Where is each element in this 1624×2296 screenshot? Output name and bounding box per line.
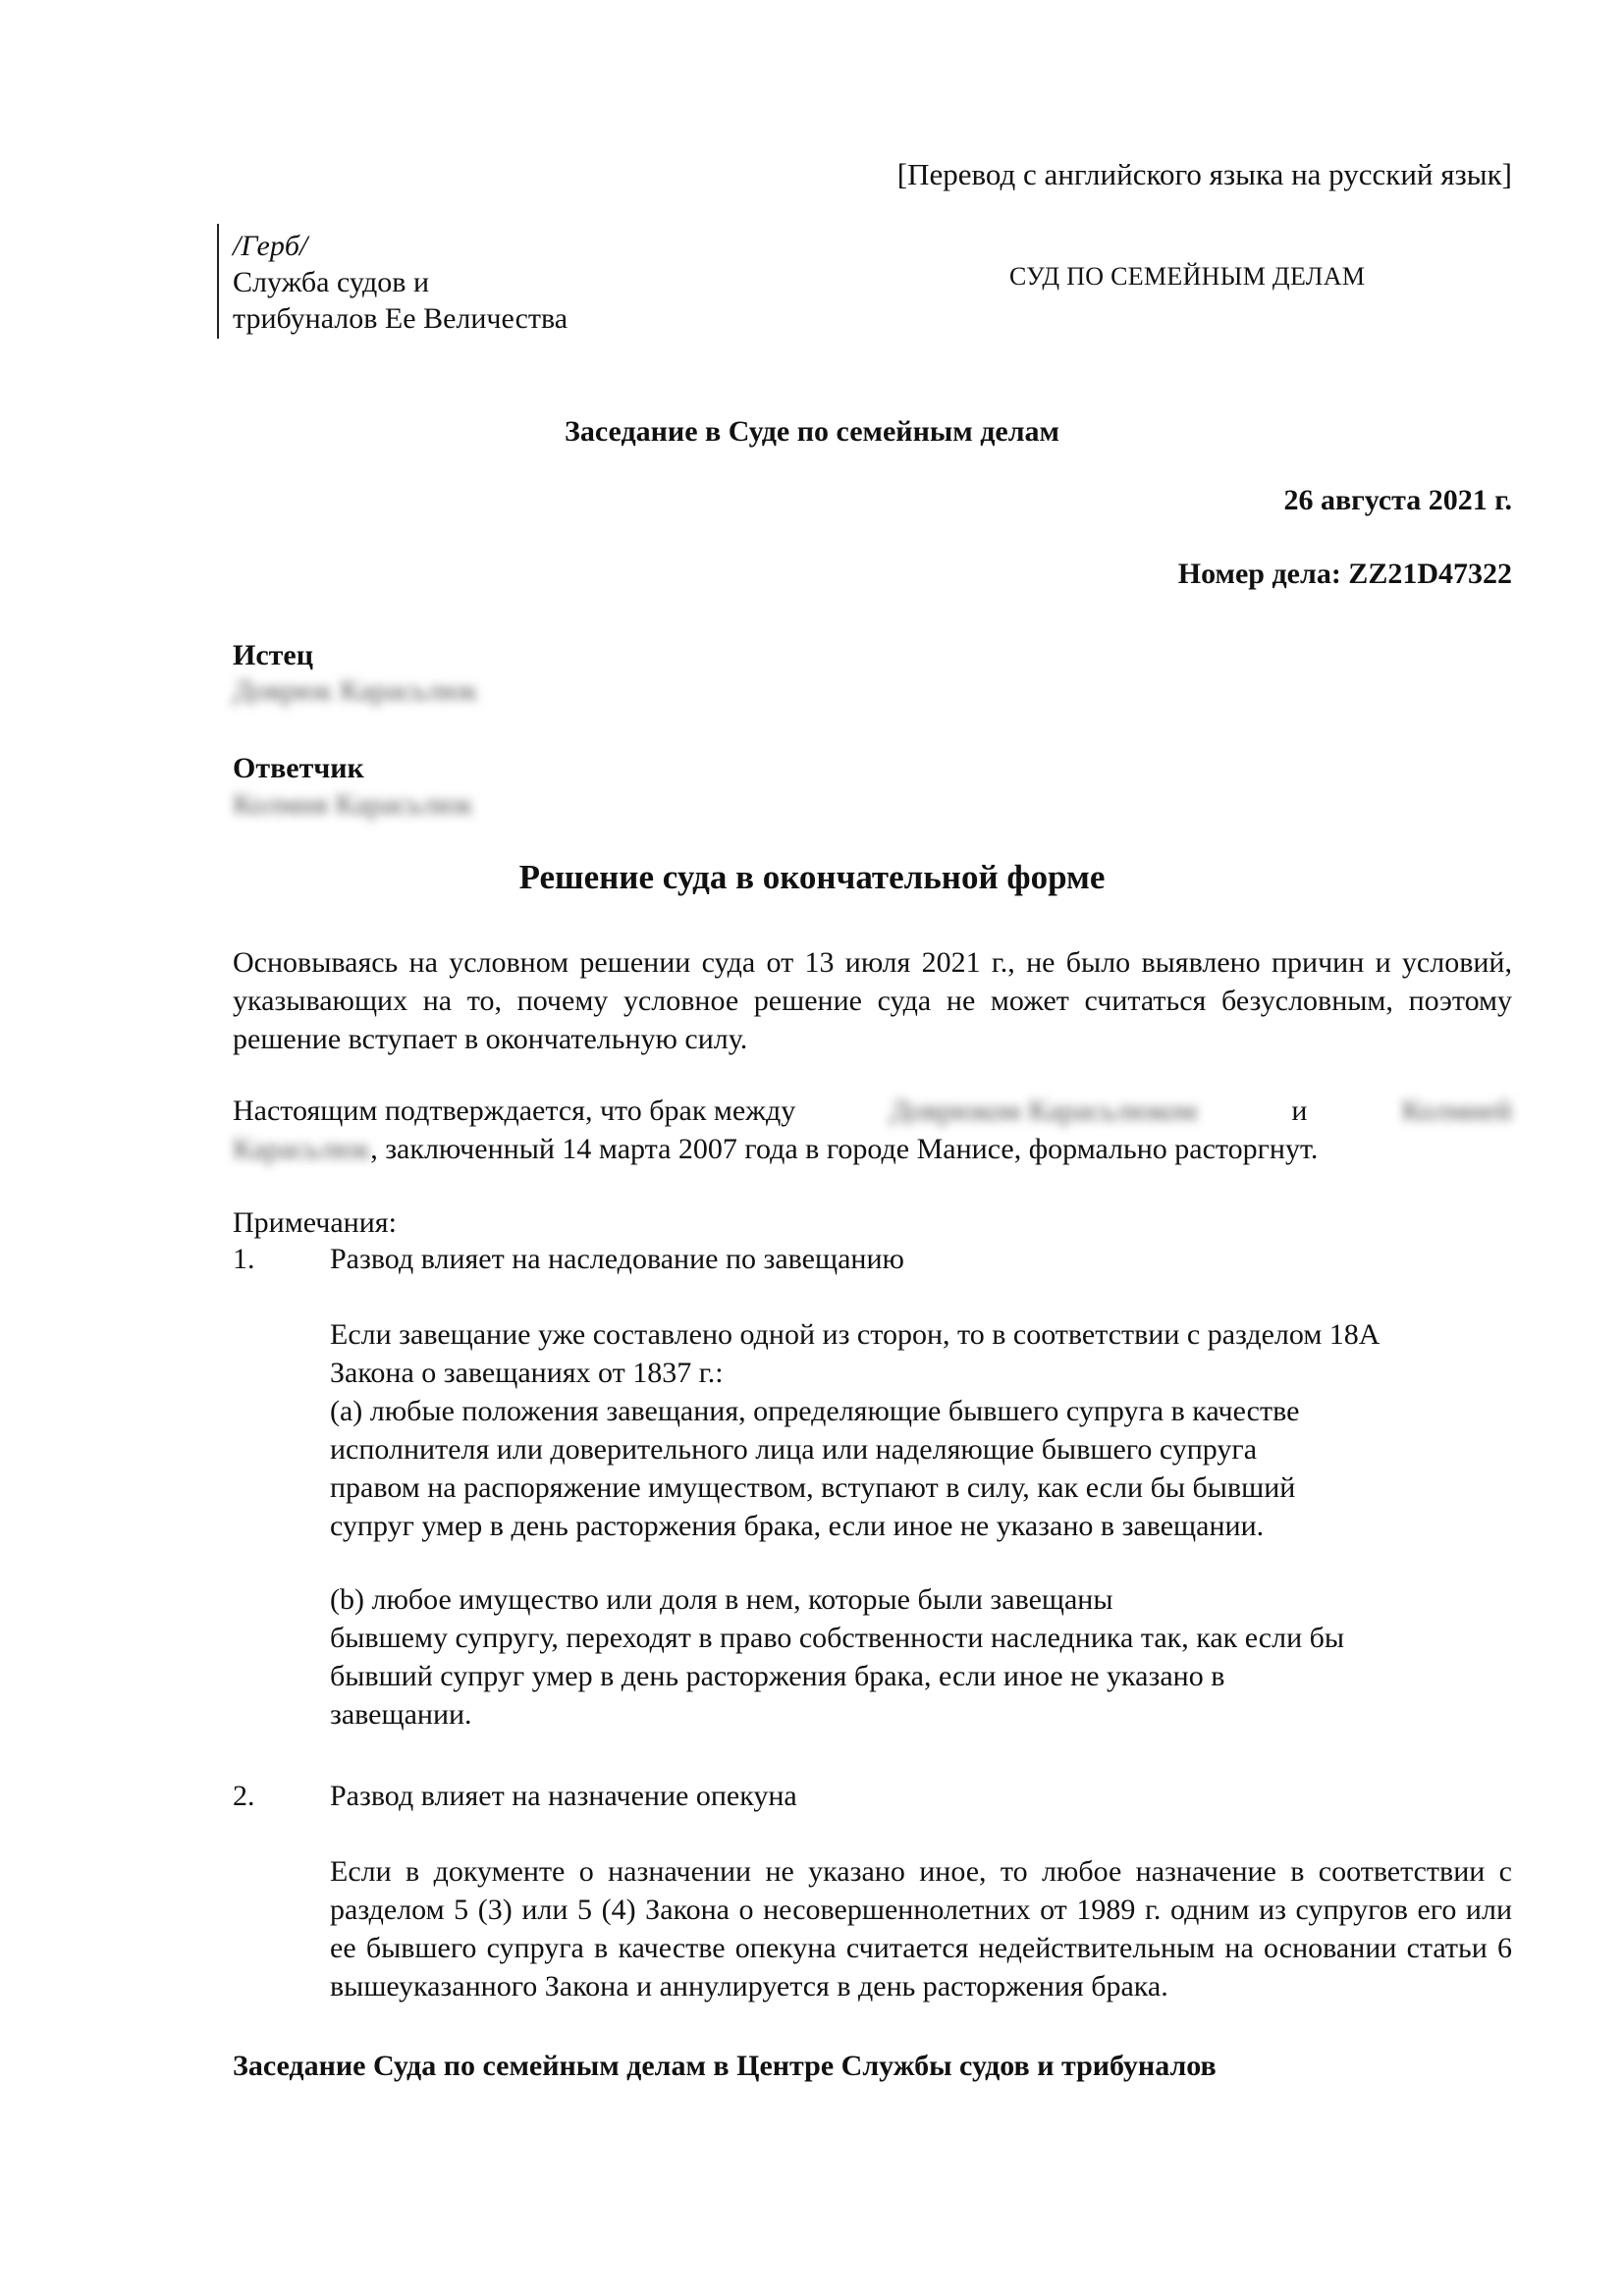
document-date: 26 августа 2021 г. [1283, 484, 1512, 516]
applicant-name-redacted: Доврюк Карасьлюк [233, 674, 478, 707]
respondent-label: Ответчик [233, 752, 364, 784]
case-number: Номер дела: ZZ21D47322 [1177, 558, 1512, 590]
note1-a-line4: супруг умер в день расторжения брака, если иное не указано в завещании. [330, 1510, 1265, 1542]
paragraph-marriage-dissolved [233, 1092, 1512, 1168]
applicant-label: Истец [233, 639, 313, 671]
paragraph-conditional-order: Основываясь на условном решении суда от 13 июля 2021 г., не было выявлено причин и условий, указывающих на то, почему условное решение суда не может считаться безусловным, поэтому решение вступает в окончательную силу. [233, 946, 1512, 1055]
note2-number: 2. [233, 1780, 255, 1812]
note1-b [330, 1580, 1344, 1734]
note2-title: Развод влияет на назначение опекуна [330, 1780, 797, 1812]
crest-emblem: /Герб/ [233, 230, 308, 262]
spouse1-name-redacted: Доврюком Карасьлюком [890, 1095, 1198, 1127]
court-name: СУД ПО СЕМЕЙНЫМ ДЕЛАМ [1009, 262, 1366, 291]
footer-session: Заседание Суда по семейным делам в Центре Службы судов и трибуналов [233, 2050, 1217, 2082]
spouse2-name-redacted: Колмией [1401, 1095, 1512, 1127]
note1-intro-line1: Если завещание уже составлено одной из сторон, то в соответствии с разделом 18А [330, 1318, 1380, 1351]
crest-divider [217, 224, 219, 339]
crest-block [233, 228, 568, 337]
notes-title: Примечания: [233, 1206, 397, 1239]
note1-b-line2: бывшему супругу, переходят в право собственности наследника так, как если бы [330, 1622, 1345, 1654]
crest-line-2: трибуналов Ее Величества [233, 302, 568, 335]
decision-heading: Решение суда в окончательной форме [518, 858, 1106, 896]
crest-line-1: Служба судов и [233, 266, 430, 298]
note2-text: Если в документе о назначении не указано иное, то любое назначение в соответствии с разделом 5 (3) или 5 (4) Закона о несовершеннолетних от 1989 г. одним из супругов его или ее бывшего супруга в качестве опекуна считается недействительным на основании статьи 6 вышеуказанного Закона и аннулируется в день расторжения брака. [330, 1855, 1512, 2002]
session-title: Заседание в Суде по семейным делам [565, 415, 1059, 448]
note1-b-line4: завещании. [330, 1698, 472, 1731]
paragraph2-end: , заключенный 14 марта 2007 года в городе Манисе, формально расторгнут. [370, 1133, 1319, 1165]
note1-number: 1. [233, 1243, 255, 1275]
note1-b-line1: (b) любое имущество или доля в нем, которые были завещаны [330, 1583, 1113, 1616]
translation-note: [Перевод с английского языка на русский язык] [896, 157, 1512, 191]
note1-title: Развод влияет на наследование по завещанию [330, 1243, 904, 1275]
note1-a-line1: (a) любые положения завещания, определяющие бывшего супруга в качестве [330, 1395, 1300, 1427]
note1-b-line3: бывший супруг умер в день расторжения брака, если иное не указано в [330, 1660, 1225, 1692]
spouse2-surname-redacted: Карасьлюк [233, 1133, 371, 1165]
paragraph2-conj: и [1291, 1095, 1308, 1127]
applicant-name [233, 671, 477, 710]
note1-a-line3: правом на распоряжение имуществом, вступают в силу, как если бы бывший [330, 1471, 1296, 1504]
respondent-name-redacted: Колмия Карасьлюк [233, 788, 473, 821]
note1-intro-line2: Закона о завещаниях от 1837 г.: [330, 1357, 724, 1389]
respondent-name [233, 785, 473, 824]
paragraph2-start: Настоящим подтверждается, что брак между [233, 1095, 796, 1127]
note1-a-line2: исполнителя или доверительного лица или наделяющие бывшего супруга [330, 1433, 1258, 1466]
note1-intro [330, 1315, 1380, 1545]
